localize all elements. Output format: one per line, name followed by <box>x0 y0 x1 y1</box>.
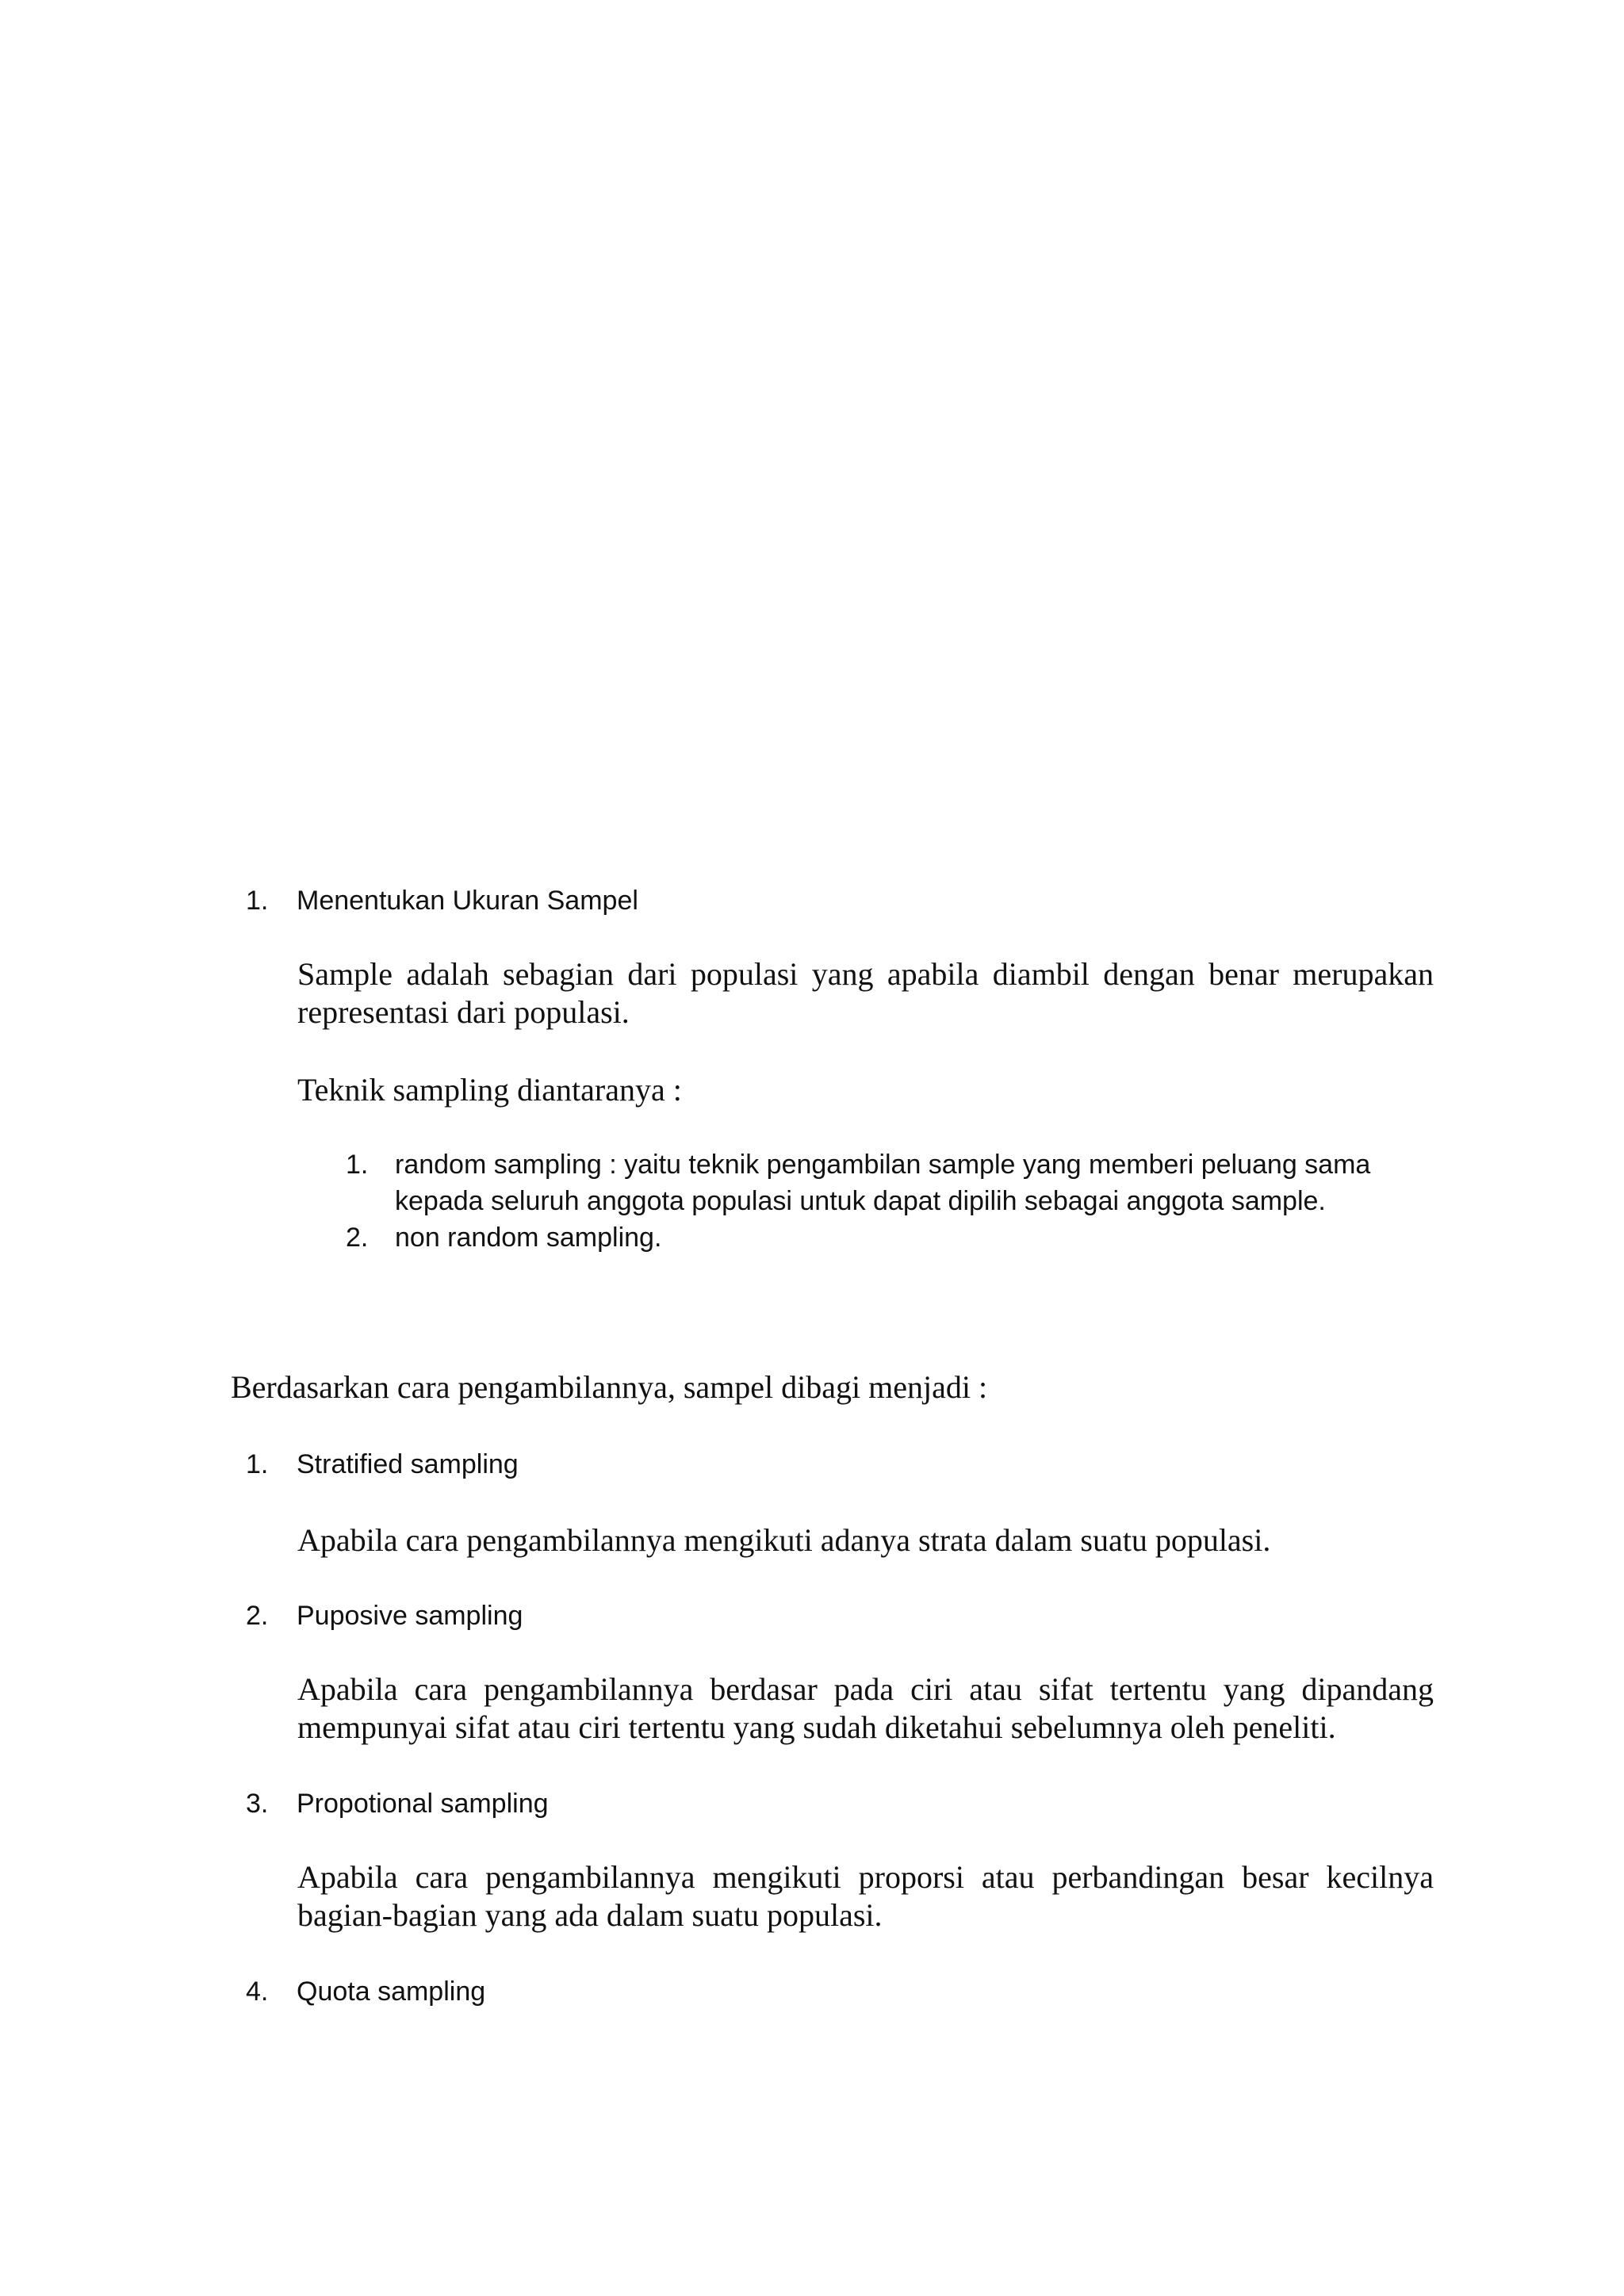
list-number: 4. <box>246 1976 269 2007</box>
item-description: mempunyai sifat atau ciri tertentu yang sudah diketahui sebelumnya oleh peneliti. <box>297 1709 1336 1745</box>
list-number: 1. <box>346 1150 369 1180</box>
list-number: 2. <box>346 1223 369 1253</box>
item-description: Apabila cara pengambilannya mengikuti proporsi atau perbandingan besar kecilnya <box>297 1859 1434 1895</box>
list-item-title: Propotional sampling <box>297 1789 549 1819</box>
list-number: 1. <box>246 1449 269 1479</box>
item-description: Apabila cara pengambilannya berdasar pada ciri atau sifat tertentu yang dipandang <box>297 1671 1434 1707</box>
item-description: bagian-bagian yang ada dalam suatu populasi. <box>297 1897 883 1933</box>
item-description: Apabila cara pengambilannya mengikuti adanya strata dalam suatu populasi. <box>297 1522 1271 1558</box>
list-item-text: non random sampling. <box>395 1223 662 1253</box>
techniques-intro: Teknik sampling diantaranya : <box>297 1072 682 1108</box>
list-item-title: Quota sampling <box>297 1976 486 2007</box>
heading-text: Menentukan Ukuran Sampel <box>297 886 638 916</box>
list-item-title: Puposive sampling <box>297 1601 523 1631</box>
list-item-title: Stratified sampling <box>297 1449 519 1479</box>
list-number: 2. <box>246 1601 269 1631</box>
definition-line-1: Sample adalah sebagian dari populasi yang apabila diambil dengan benar merupakan <box>297 956 1434 992</box>
list-number: 3. <box>246 1789 269 1819</box>
list-number: 1. <box>246 886 269 916</box>
definition-line-2: representasi dari populasi. <box>297 994 630 1030</box>
list-item-text: random sampling : yaitu teknik pengambilan sample yang memberi peluang sama <box>395 1150 1371 1180</box>
classification-intro: Berdasarkan cara pengambilannya, sampel dibagi menjadi : <box>231 1369 988 1405</box>
list-item-continuation: kepada seluruh anggota populasi untuk dapat dipilih sebagai anggota sample. <box>395 1186 1326 1216</box>
